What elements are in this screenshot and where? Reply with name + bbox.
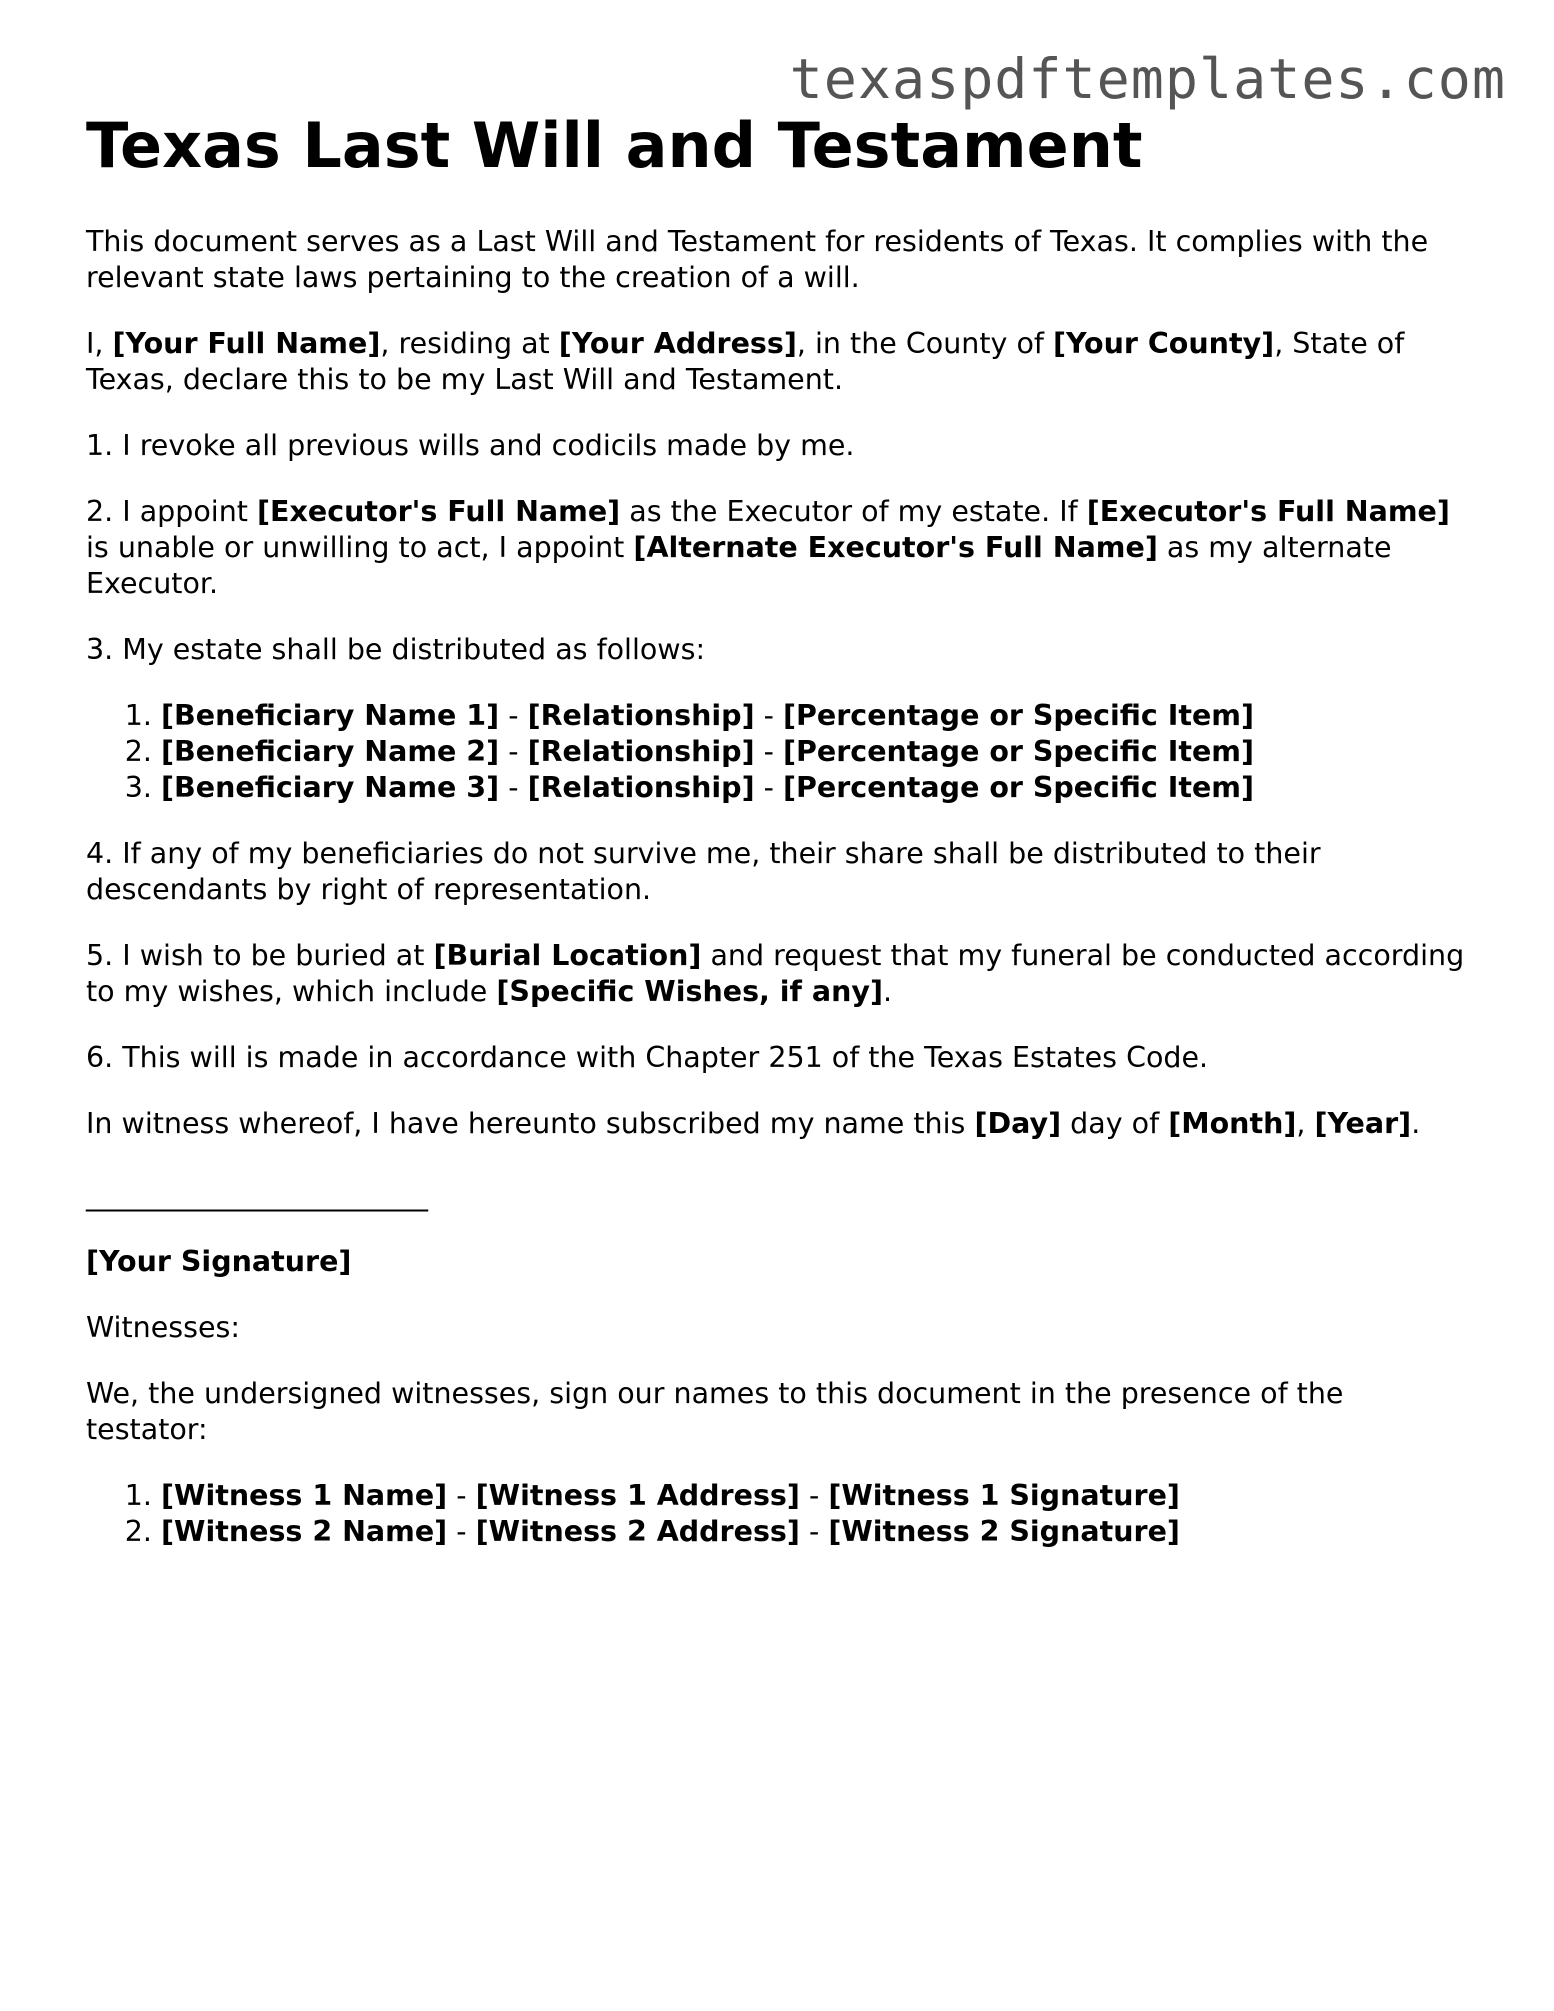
list-item: 2. [Witness 2 Name] - [Witness 2 Address] - [Witness 2 Signature]	[161, 1514, 1466, 1550]
clause-3: 3. My estate shall be distributed as follows:	[86, 633, 706, 667]
day-field: [Day]	[974, 1107, 1062, 1141]
month-field: [Month]	[1168, 1107, 1297, 1141]
executor-name-field: [Executor's Full Name]	[257, 495, 621, 529]
witnesses-intro: We, the undersigned witnesses, sign our names to this document in the presence of the testator:	[86, 1377, 1344, 1447]
signature-label: [Your Signature]	[86, 1245, 352, 1279]
burial-location-field: [Burial Location]	[433, 939, 702, 973]
list-item: 2. [Beneficiary Name 2] - [Relationship] - [Percentage or Specific Item]	[161, 734, 1466, 770]
your-address-field: [Your Address]	[558, 327, 797, 361]
document-body	[86, 109, 1466, 1580]
year-field: [Year]	[1314, 1107, 1412, 1141]
watermark: texaspdftemplates.com	[789, 47, 1506, 111]
list-item: 1. [Witness 1 Name] - [Witness 1 Address] - [Witness 1 Signature]	[161, 1478, 1466, 1514]
declaration-paragraph: I, [Your Full Name], residing at [Your Address], in the County of [Your County], State of Texas, declare this to be my Last Will and Testament.	[86, 327, 1405, 397]
clause-5: 5. I wish to be buried at [Burial Location] and request that my funeral be conducted according to my wishes, which include [Specific Wishes, if any].	[86, 939, 1465, 1009]
clause-2: 2. I appoint [Executor's Full Name] as the Executor of my estate. If [Executor's Full Name] is unable or unwilling to act, I appoint [Alternate Executor's Full Name] as my alternate Executor.	[86, 495, 1450, 601]
clause-6: 6. This will is made in accordance with Chapter 251 of the Texas Estates Code.	[86, 1041, 1209, 1075]
signature-line: ________________________	[86, 1179, 428, 1213]
document-title: Texas Last Will and Testament	[86, 109, 1143, 182]
executor-name-field-repeat: [Executor's Full Name]	[1086, 495, 1450, 529]
clause-1: 1. I revoke all previous wills and codicils made by me.	[86, 429, 855, 463]
clause-4: 4. If any of my beneficiaries do not survive me, their share shall be distributed to their descendants by right of representation.	[86, 837, 1321, 907]
your-county-field: [Your County]	[1052, 327, 1275, 361]
your-full-name-field: [Your Full Name]	[112, 327, 381, 361]
specific-wishes-field: [Specific Wishes, if any]	[496, 975, 884, 1009]
witness-clause: In witness whereof, I have hereunto subscribed my name this [Day] day of [Month], [Year].	[86, 1107, 1421, 1141]
list-item: 1. [Beneficiary Name 1] - [Relationship] - [Percentage or Specific Item]	[161, 698, 1466, 734]
alternate-executor-field: [Alternate Executor's Full Name]	[633, 531, 1158, 565]
beneficiary-list	[86, 698, 1466, 806]
witness-list	[86, 1478, 1466, 1550]
list-item: 3. [Beneficiary Name 3] - [Relationship] - [Percentage or Specific Item]	[161, 770, 1466, 806]
intro-paragraph: This document serves as a Last Will and Testament for residents of Texas. It complies with the relevant state laws pertaining to the creation of a will.	[86, 225, 1429, 295]
witnesses-heading: Witnesses:	[86, 1311, 240, 1345]
